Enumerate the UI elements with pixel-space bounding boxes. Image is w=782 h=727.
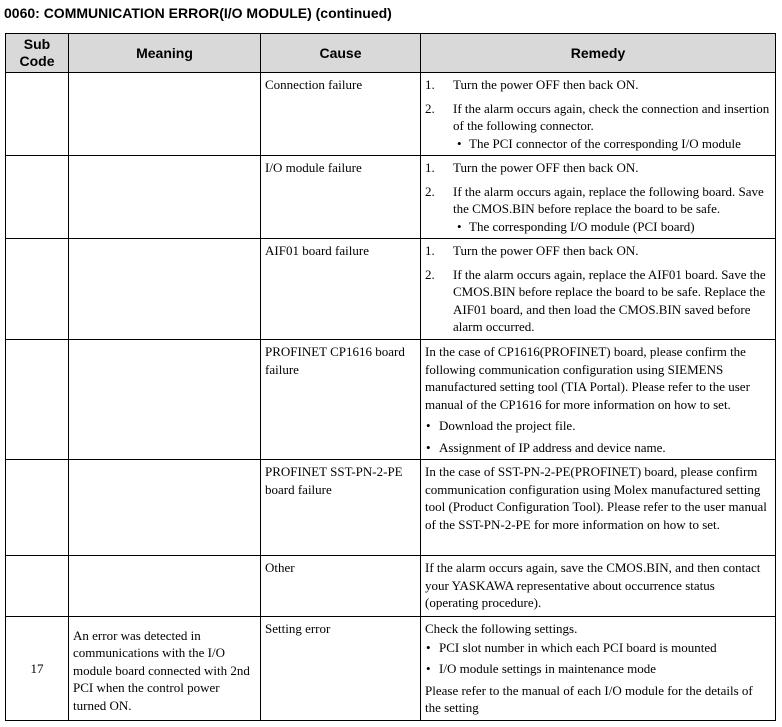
remedy-bullet: • Assignment of IP address and device name. <box>426 439 666 455</box>
remedy-cell <box>421 617 776 721</box>
sub-code-cell <box>6 556 69 617</box>
table-row <box>6 73 776 156</box>
sub-code-cell: 17 <box>6 617 69 721</box>
meaning-cell: An error was detected in communications with the I/O module board connected with 2nd PCI when the control power turned ON. <box>69 617 261 721</box>
header-sub-code: Sub Code <box>6 34 69 73</box>
remedy-cell <box>421 156 776 239</box>
remedy-bullet: • PCI slot number in which each PCI board is mounted <box>426 639 717 655</box>
table-row <box>6 156 776 239</box>
table-row <box>6 617 776 721</box>
meaning-cell <box>69 460 261 556</box>
table-row <box>6 239 776 340</box>
remedy-bullet: • The corresponding I/O module (PCI board) <box>457 218 695 234</box>
table-header-row <box>6 34 776 73</box>
cause-cell: I/O module failure <box>261 156 421 239</box>
remedy-step: 1. Turn the power OFF then back ON. <box>425 77 639 92</box>
header-remedy: Remedy <box>421 34 776 73</box>
remedy-cell: If the alarm occurs again, save the CMOS.BIN, and then contact your YASKAWA representative about occurrence status (operating procedure). <box>421 556 776 617</box>
header-meaning: Meaning <box>69 34 261 73</box>
meaning-cell <box>69 340 261 460</box>
table-row <box>6 460 776 556</box>
remedy-paragraph: Check the following settings. <box>425 621 578 636</box>
cause-cell: AIF01 board failure <box>261 239 421 340</box>
remedy-step: 1. Turn the power OFF then back ON. <box>425 243 639 258</box>
meaning-cell <box>69 239 261 340</box>
remedy-bullet: • The PCI connector of the corresponding I/O module <box>457 135 741 151</box>
header-cause: Cause <box>261 34 421 73</box>
sub-code-cell <box>6 73 69 156</box>
error-table <box>5 33 776 721</box>
remedy-cell <box>421 239 776 340</box>
remedy-step: 2. If the alarm occurs again, replace the following board. Save the CMOS.BIN before replace the board to be safe. <box>425 183 764 216</box>
meaning-cell <box>69 156 261 239</box>
cause-cell: Other <box>261 556 421 617</box>
sub-code-cell <box>6 156 69 239</box>
remedy-cell <box>421 340 776 460</box>
sub-code-cell <box>6 460 69 556</box>
table-row <box>6 340 776 460</box>
remedy-step: 2. If the alarm occurs again, check the connection and insertion of the following connector. <box>425 100 770 133</box>
remedy-bullet: • Download the project file. <box>426 418 576 433</box>
remedy-paragraph: In the case of CP1616(PROFINET) board, please confirm the following communication configuration using SIEMENS manufactured setting tool (TIA Portal). Please refer to the user manual of the CP1616 for more information on how to set. <box>425 344 750 412</box>
remedy-cell: In the case of SST-PN-2-PE(PROFINET) board, please confirm communication configuration using Molex manufactured setting tool (Product Configuration Tool). Please refer to the user manual of the SST-PN-2-PE for more information on how to set. <box>421 460 776 556</box>
remedy-cell <box>421 73 776 156</box>
meaning-cell <box>69 556 261 617</box>
sub-code-cell <box>6 340 69 460</box>
remedy-step: 2. If the alarm occurs again, replace the AIF01 board. Save the CMOS.BIN before replace the board to be safe. Replace the AIF01 board, and then load the CMOS.BIN saved before alarm occurred. <box>425 266 766 334</box>
cause-cell: Setting error <box>261 617 421 721</box>
meaning-cell <box>69 73 261 156</box>
page-title: 0060: COMMUNICATION ERROR(I/O MODULE) (continued) <box>4 5 392 21</box>
cause-cell: Connection failure <box>261 73 421 156</box>
table-row <box>6 556 776 617</box>
cause-cell: PROFINET CP1616 board failure <box>261 340 421 460</box>
remedy-paragraph: Please refer to the manual of each I/O module for the details of the setting <box>425 682 753 715</box>
cause-cell: PROFINET SST-PN-2-PE board failure <box>261 460 421 556</box>
remedy-step: 1. Turn the power OFF then back ON. <box>425 160 639 175</box>
sub-code-cell <box>6 239 69 340</box>
remedy-bullet: • I/O module settings in maintenance mode <box>426 661 656 676</box>
